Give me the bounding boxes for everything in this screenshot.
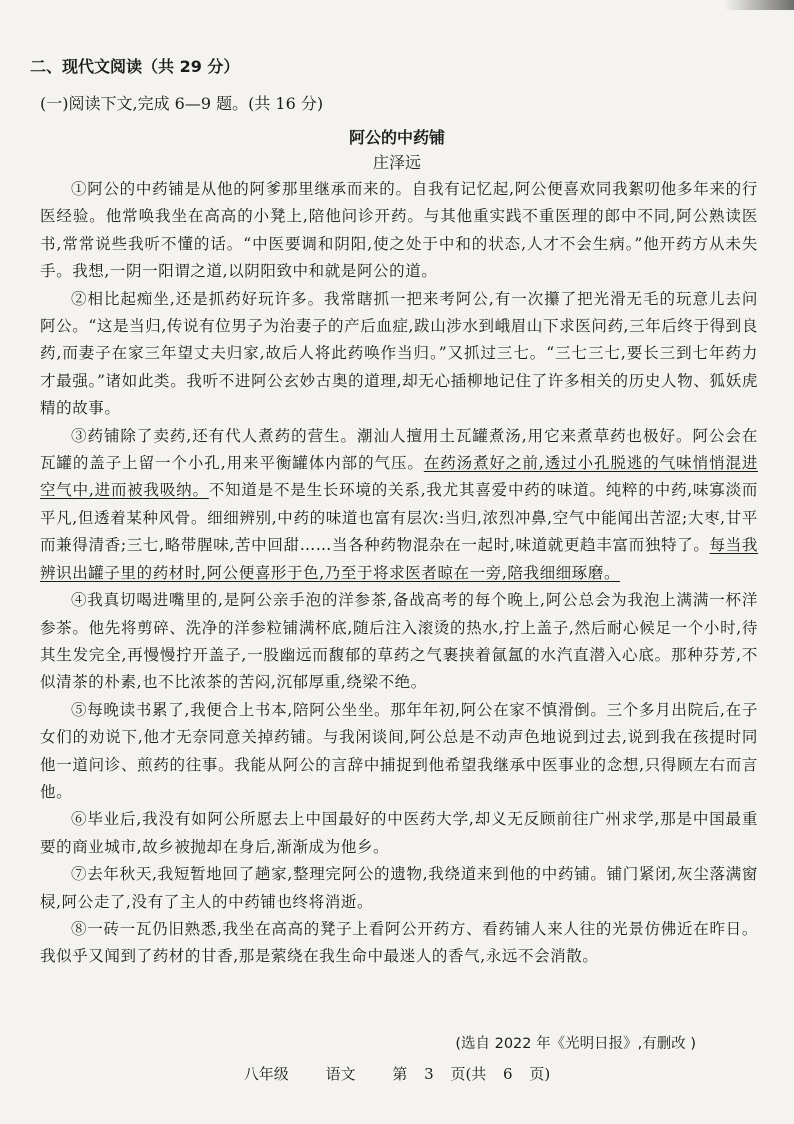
article-paragraph: [40, 916, 758, 971]
footer-subject: 语文: [325, 1065, 356, 1083]
scan-edge-shadow: [724, 0, 794, 10]
paragraph-text: ②相比起痴坐,还是抓药好玩许多。我常瞎抓一把来考阿公,有一次攥了把光滑无毛的玩意儿去问阿公。“这是当归,传说有位男子为治妻子的产后血症,跋山涉水到峨眉山下求医问药,三年后终于得到良药,而妻子在家三年望丈夫归家,故后人将此药唤作当归。”又抓过三七。“三七三七,要长三到七年药力才最强。”诸如此类。我听不进阿公玄妙古奥的道理,却无心插柳地记住了许多相关的历史人物、狐妖虎精的故事。: [40, 289, 758, 418]
footer-page-number: 第 3 页(共 6 页): [392, 1065, 551, 1083]
article-paragraph: [40, 286, 758, 423]
section-heading: 二、现代文阅读（共 29 分）: [30, 57, 240, 76]
article-paragraph: [40, 806, 758, 861]
paragraph-text: ④我真切喝进嘴里的,是阿公亲手泡的洋参茶,备战高考的每个晚上,阿公总会为我泡上满满一杯洋参茶。他先将剪碎、洗净的洋参粒铺满杯底,随后注入滚烫的热水,拧上盖子,然后耐心候足一个小时,待其生发完全,再慢慢拧开盖子,一股幽远而馥郁的草药之气裹挟着氤氲的水汽直潜入心底。那种芬芳,不似清茶的朴素,也不比浓茶的苦闷,沉郁厚重,绕梁不绝。: [40, 591, 758, 692]
underlined-sentence: 在药汤煮好之前,透过小孔脱逃的气味悄悄混进空气中,进而被我吸纳。: [40, 454, 758, 500]
article-paragraph: [40, 697, 758, 807]
article-title: 阿公的中药铺: [348, 128, 445, 147]
article-source: (选自 2022 年《光明日报》,有删改 ): [455, 1036, 696, 1052]
article-body: [40, 176, 758, 971]
underlined-sentence: 每当我辨识出罐子里的药材时,阿公便喜形于色,乃至于将求医者晾在一旁,陪我细细琢磨。: [40, 536, 758, 582]
article-paragraph: [40, 423, 758, 587]
article-paragraph: [40, 176, 758, 286]
article-paragraph: [40, 861, 758, 916]
paragraph-text: 不知道是不是生长环境的关系,我尤其喜爱中药的味道。纯粹的中药,味寡淡而平凡,但透着某种风骨。细细辨别,中药的味道也富有层次:当归,浓烈冲鼻,空气中能闻出苦涩;大枣,甘平而兼得清香;三七,略带腥味,苦中回甜……当各种药物混杂在一起时,味道就更趋丰富而独特了。: [40, 481, 759, 555]
question-instruction: (一)阅读下文,完成 6—9 题。(共 16 分): [40, 94, 324, 113]
paragraph-text: ③药铺除了卖药,还有代人煮药的营生。潮汕人擅用土瓦罐煮汤,用它来煮草药也极好。阿公会在瓦罐的盖子上留一个小孔,用来平衡罐体内部的气压。: [40, 426, 758, 473]
page-footer: [0, 1063, 794, 1084]
article-paragraph: [40, 587, 758, 697]
paragraph-text: ⑦去年秋天,我短暂地回了趟家,整理完阿公的遗物,我绕道来到他的中药铺。铺门紧闭,灰尘落满窗棂,阿公走了,没有了主人的中药铺也终将消逝。: [40, 865, 758, 911]
paragraph-text: ⑤每晚读书累了,我便合上书本,陪阿公坐坐。那年年初,阿公在家不慎滑倒。三个多月出院后,在子女们的劝说下,他才无奈同意关掉药铺。与我闲谈间,阿公总是不动声色地说到过去,说到我在孩提时同他一道问诊、煎药的往事。我能从阿公的言辞中捕捉到他希望我继承中医事业的念想,只得顾左右而言他。: [40, 700, 758, 801]
paragraph-text: ①阿公的中药铺是从他的阿爹那里继承而来的。自我有记忆起,阿公便喜欢同我絮叨他多年来的行医经验。他常唤我坐在高高的小凳上,陪他问诊开药。与其他重实践不重医理的郎中不同,阿公熟读医书,常常说些我听不懂的话。“中医要调和阴阳,使之处于中和的状态,人才不会生病。”他开药方从未失手。我想,一阴一阳谓之道,以阴阳致中和就是阿公的道。: [40, 180, 758, 281]
paragraph-text: ⑧一砖一瓦仍旧熟悉,我坐在高高的凳子上看阿公开药方、看药铺人来人往的光景仿佛近在昨日。我似乎又闻到了药材的甘香,那是萦绕在我生命中最迷人的香气,永远不会消散。: [40, 919, 758, 966]
footer-grade: 八年级: [243, 1065, 289, 1083]
article-author: 庄泽远: [372, 153, 421, 172]
paragraph-text: ⑥毕业后,我没有如阿公所愿去上中国最好的中医药大学,却义无反顾前往广州求学,那是中国最重要的商业城市,故乡被抛却在身后,渐渐成为他乡。: [40, 810, 758, 856]
